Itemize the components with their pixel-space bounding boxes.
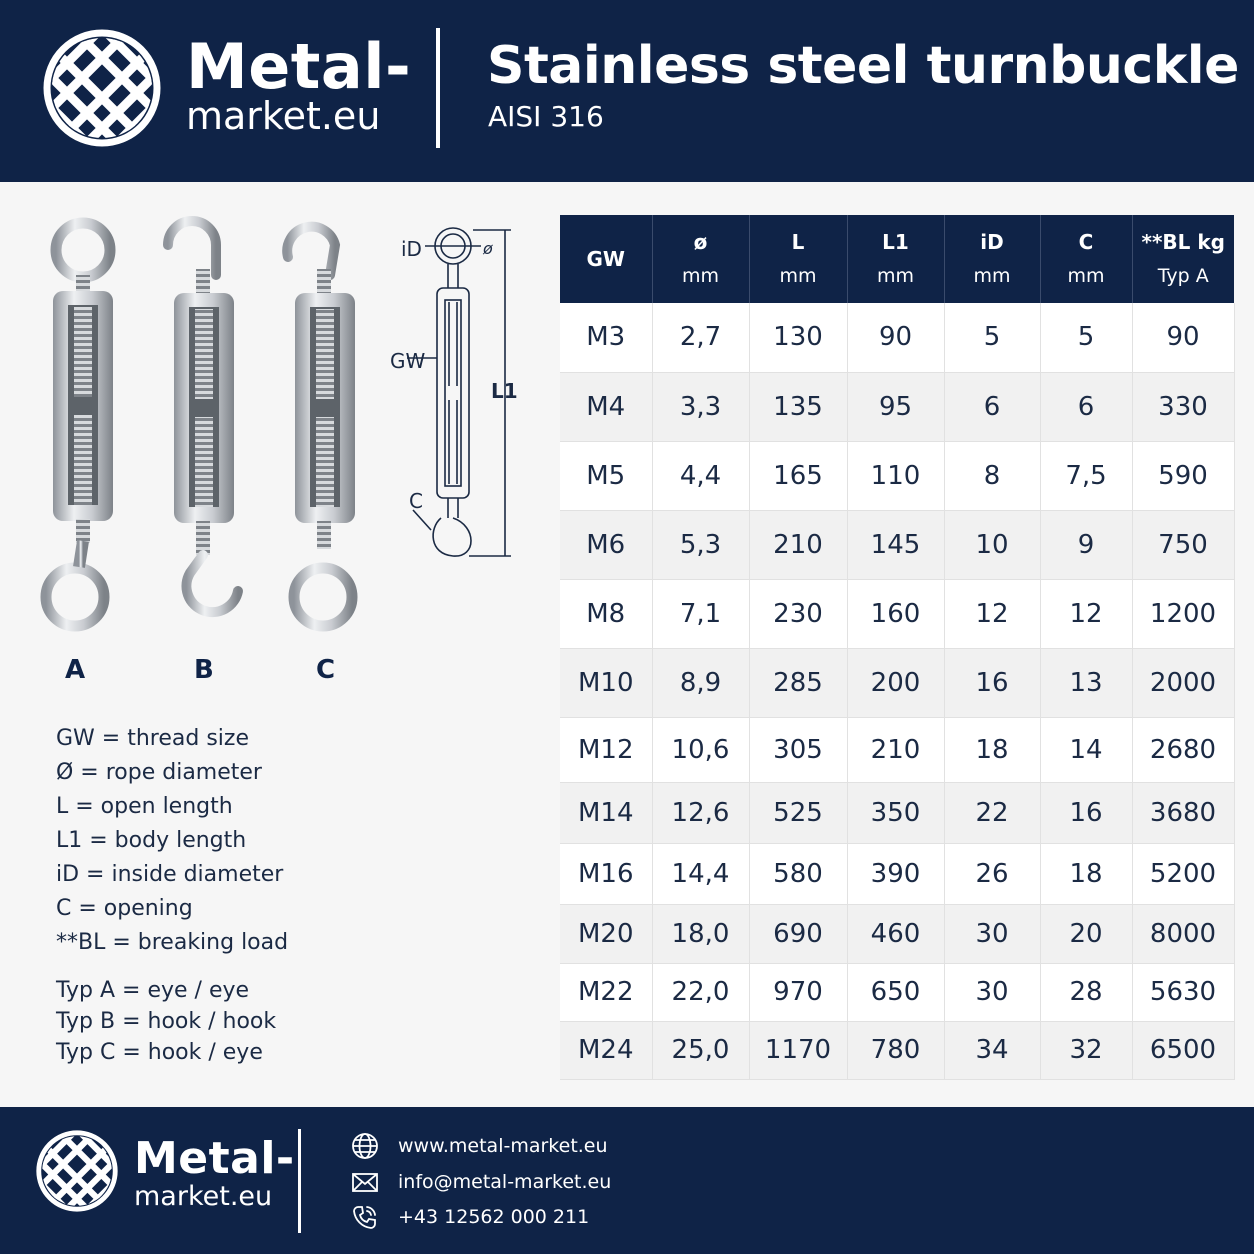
footer-divider: [298, 1129, 301, 1233]
table-cell: 6: [944, 372, 1040, 441]
table-cell: 145: [847, 510, 944, 579]
table-row: [560, 372, 1234, 441]
diagram-label-rope: ø: [483, 239, 493, 258]
table-cell: 6500: [1132, 1021, 1234, 1079]
table-row: [560, 579, 1234, 648]
page-subtitle: AISI 316: [488, 100, 604, 133]
table-cell: 305: [749, 717, 847, 782]
table-cell: 8,9: [652, 648, 749, 717]
table-cell: 750: [1132, 510, 1234, 579]
table-cell: 12: [944, 579, 1040, 648]
legend-item: iD = inside diameter: [56, 862, 284, 887]
table-cell: 18: [1040, 843, 1132, 904]
table-cell: 16: [944, 648, 1040, 717]
turnbuckle-type-b-icon: [168, 221, 238, 612]
table-cell: 210: [847, 717, 944, 782]
table-cell: 8000: [1132, 904, 1234, 963]
table-cell: 390: [847, 843, 944, 904]
phone-number[interactable]: +43 12562 000 211: [398, 1206, 590, 1228]
table-body: [560, 303, 1234, 1079]
table-cell: 780: [847, 1021, 944, 1079]
table-cell: 5: [1040, 303, 1132, 372]
table-cell: 30: [944, 963, 1040, 1021]
header-open-length: L mm: [749, 215, 847, 303]
website-link[interactable]: www.metal-market.eu: [398, 1135, 608, 1157]
table-cell: M8: [560, 579, 652, 648]
type-label-c: C: [316, 655, 336, 685]
table-cell: 160: [847, 579, 944, 648]
table-row: [560, 441, 1234, 510]
table-cell: 28: [1040, 963, 1132, 1021]
table-cell: 16: [1040, 782, 1132, 843]
footer-logo-lattice-icon: [36, 1130, 118, 1212]
table-row: [560, 963, 1234, 1021]
table-header-row: [560, 215, 1234, 303]
table-cell: 285: [749, 648, 847, 717]
page-title: Stainless steel turnbuckle: [487, 36, 1239, 96]
header-opening: C mm: [1040, 215, 1132, 303]
table-cell: 7,5: [1040, 441, 1132, 510]
table-cell: 90: [1132, 303, 1234, 372]
table-cell: 330: [1132, 372, 1234, 441]
table-cell: M20: [560, 904, 652, 963]
diagram-label-id: iD: [401, 237, 422, 261]
table-cell: 2000: [1132, 648, 1234, 717]
turnbuckle-type-a-icon: [46, 223, 113, 626]
legend-item: C = opening: [56, 896, 193, 921]
table-cell: 30: [944, 904, 1040, 963]
table-cell: 2680: [1132, 717, 1234, 782]
table-cell: 20: [1040, 904, 1132, 963]
table-cell: 12: [1040, 579, 1132, 648]
envelope-icon: [350, 1167, 380, 1197]
table-cell: 970: [749, 963, 847, 1021]
legend-item: **BL = breaking load: [56, 930, 289, 955]
table-row: [560, 1021, 1234, 1079]
legend-types: [56, 975, 276, 1068]
table-cell: 350: [847, 782, 944, 843]
table-cell: 22: [944, 782, 1040, 843]
spec-table: [560, 215, 1235, 1080]
table-cell: 4,4: [652, 441, 749, 510]
header-body-length: L1 mm: [847, 215, 944, 303]
table-row: [560, 782, 1234, 843]
table-row: [560, 510, 1234, 579]
table-cell: 525: [749, 782, 847, 843]
table-cell: 25,0: [652, 1021, 749, 1079]
diagram-label-c: C: [409, 489, 423, 513]
contact-email[interactable]: [350, 1167, 611, 1197]
brand-name-top: Metal-: [186, 30, 412, 103]
table-cell: 1170: [749, 1021, 847, 1079]
table-cell: M4: [560, 372, 652, 441]
table-row: [560, 648, 1234, 717]
header-breaking-load: **BL kg Typ A: [1132, 215, 1234, 303]
table-cell: M10: [560, 648, 652, 717]
table-cell: 3680: [1132, 782, 1234, 843]
type-label-a: A: [65, 655, 86, 685]
table-row: [560, 717, 1234, 782]
table-cell: M22: [560, 963, 652, 1021]
table-cell: 5: [944, 303, 1040, 372]
table-cell: 32: [1040, 1021, 1132, 1079]
turnbuckle-type-c-icon: [287, 227, 355, 626]
table-cell: 5200: [1132, 843, 1234, 904]
table-cell: 9: [1040, 510, 1132, 579]
footer-brand-name-top: Metal-: [134, 1133, 295, 1184]
table-cell: 165: [749, 441, 847, 510]
diagram-label-l1: L1: [491, 379, 518, 403]
table-cell: M5: [560, 441, 652, 510]
table-cell: 200: [847, 648, 944, 717]
contact-website[interactable]: [350, 1131, 608, 1161]
table-cell: M24: [560, 1021, 652, 1079]
table-cell: 460: [847, 904, 944, 963]
turnbuckle-illustrations: [30, 205, 380, 645]
phone-icon: [350, 1202, 380, 1232]
email-link[interactable]: info@metal-market.eu: [398, 1171, 612, 1193]
diagram-label-gw: GW: [390, 349, 426, 373]
table-cell: M16: [560, 843, 652, 904]
table-cell: 3,3: [652, 372, 749, 441]
table-cell: 13: [1040, 648, 1132, 717]
legend-type-item: Typ C = hook / eye: [56, 1040, 263, 1065]
contact-phone[interactable]: [350, 1202, 589, 1232]
footer-brand-name-bottom: market.eu: [134, 1181, 273, 1212]
table-cell: 22,0: [652, 963, 749, 1021]
header-rope-diameter: ø mm: [652, 215, 749, 303]
brand-name-bottom: market.eu: [186, 94, 381, 138]
header-divider: [436, 28, 440, 148]
footer-banner: [0, 1107, 1254, 1254]
table-cell: 590: [1132, 441, 1234, 510]
table-row: [560, 843, 1234, 904]
globe-icon: [350, 1131, 380, 1161]
header-banner: [0, 0, 1254, 182]
table-cell: 18: [944, 717, 1040, 782]
dimension-diagram: [385, 218, 530, 563]
legend-item: GW = thread size: [56, 726, 249, 751]
table-cell: M12: [560, 717, 652, 782]
table-cell: 7,1: [652, 579, 749, 648]
header-gw: GW: [560, 215, 652, 303]
table-cell: 10: [944, 510, 1040, 579]
table-cell: 2,7: [652, 303, 749, 372]
table-cell: 14: [1040, 717, 1132, 782]
table-cell: 12,6: [652, 782, 749, 843]
table-cell: 8: [944, 441, 1040, 510]
table-cell: M3: [560, 303, 652, 372]
legend-abbreviations: [56, 722, 288, 960]
table-cell: 10,6: [652, 717, 749, 782]
legend-item: L1 = body length: [56, 828, 247, 853]
table-cell: 5,3: [652, 510, 749, 579]
table-cell: 135: [749, 372, 847, 441]
table-cell: 18,0: [652, 904, 749, 963]
table-cell: 6: [1040, 372, 1132, 441]
legend-item: Ø = rope diameter: [56, 760, 262, 785]
logo-lattice-icon: [43, 29, 161, 147]
header-inside-diameter: iD mm: [944, 215, 1040, 303]
table-cell: 1200: [1132, 579, 1234, 648]
legend-item: L = open length: [56, 794, 233, 819]
table-cell: 230: [749, 579, 847, 648]
table-cell: 5630: [1132, 963, 1234, 1021]
table-cell: 210: [749, 510, 847, 579]
legend-type-item: Typ B = hook / hook: [56, 1009, 277, 1034]
table-cell: 14,4: [652, 843, 749, 904]
table-cell: 90: [847, 303, 944, 372]
table-cell: 130: [749, 303, 847, 372]
table-cell: 580: [749, 843, 847, 904]
table-cell: 95: [847, 372, 944, 441]
table-cell: 110: [847, 441, 944, 510]
table-cell: 690: [749, 904, 847, 963]
table-row: [560, 904, 1234, 963]
type-label-b: B: [194, 655, 214, 685]
table-row: [560, 303, 1234, 372]
table-cell: M14: [560, 782, 652, 843]
table-cell: 34: [944, 1021, 1040, 1079]
legend-type-item: Typ A = eye / eye: [56, 978, 250, 1003]
table-cell: 26: [944, 843, 1040, 904]
table-cell: 650: [847, 963, 944, 1021]
table-cell: M6: [560, 510, 652, 579]
